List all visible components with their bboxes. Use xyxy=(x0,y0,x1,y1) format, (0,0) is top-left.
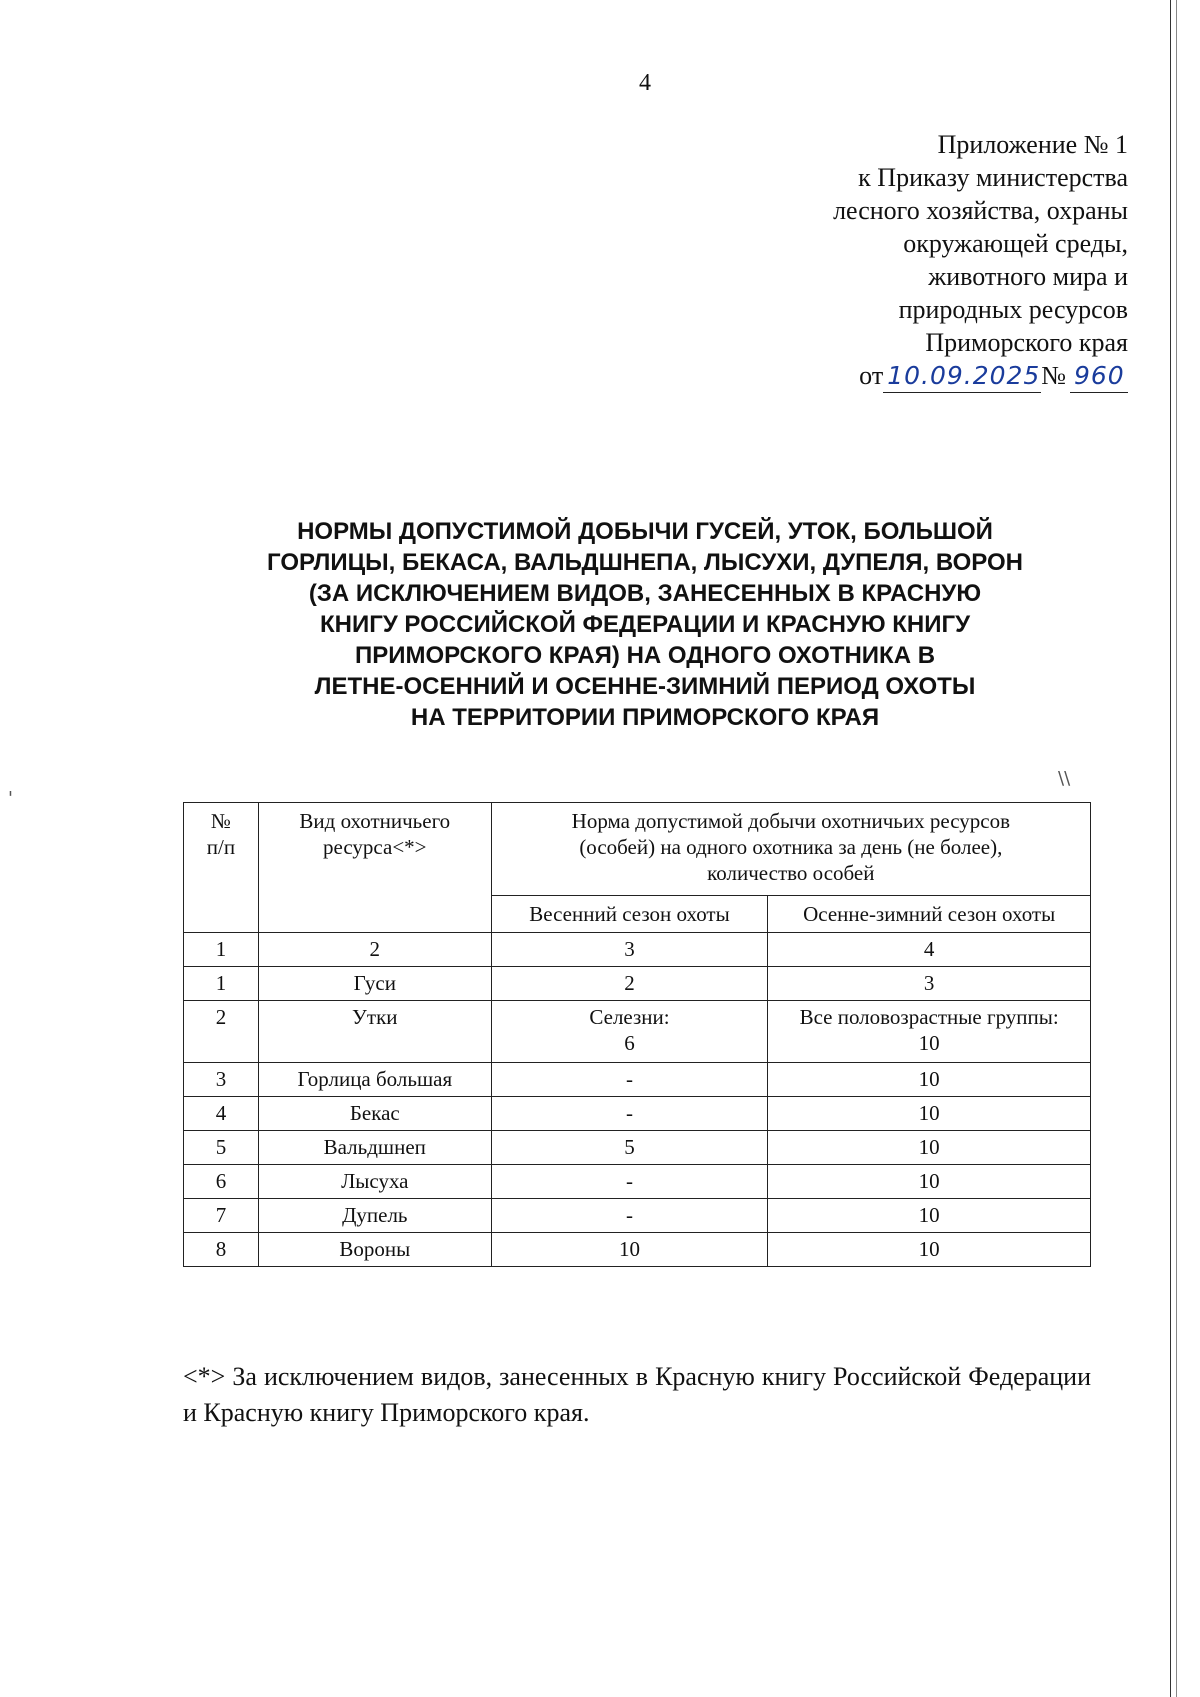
header-autumn-season: Осенне-зимний сезон охоты xyxy=(768,896,1091,933)
column-number-row xyxy=(184,933,1091,967)
row-spring: - xyxy=(491,1097,768,1131)
row-spring: Селезни: 6 xyxy=(491,1001,768,1063)
handwritten-number: 960 xyxy=(1070,359,1128,393)
header-number: № п/п xyxy=(184,803,259,933)
title-line: НОРМЫ ДОПУСТИМОЙ ДОБЫЧИ ГУСЕЙ, УТОК, БОЛЬШОЙ xyxy=(297,518,993,545)
title-line: НА ТЕРРИТОРИИ ПРИМОРСКОГО КРАЯ xyxy=(410,704,880,731)
title-line: КНИГУ РОССИЙСКОЙ ФЕДЕРАЦИИ И КРАСНУЮ КНИГУ xyxy=(319,611,971,638)
row-species: Бекас xyxy=(258,1097,491,1131)
scan-artifact-2: \\ xyxy=(1058,768,1071,789)
row-autumn: 10 xyxy=(768,1199,1091,1233)
order-date-number xyxy=(833,359,1128,393)
row-species: Утки xyxy=(258,1001,491,1063)
row-spring: - xyxy=(491,1165,768,1199)
column-number: 1 xyxy=(184,933,259,967)
row-spring: 5 xyxy=(491,1131,768,1165)
handwritten-date: 10.09.2025 xyxy=(883,359,1041,393)
header-line: Приморского края xyxy=(925,328,1128,357)
row-number: 7 xyxy=(184,1199,259,1233)
row-autumn: 10 xyxy=(768,1165,1091,1199)
appendix-header xyxy=(833,128,1128,393)
title-line: ЛЕТНЕ-ОСЕННИЙ И ОСЕННЕ-ЗИМНИЙ ПЕРИОД ОХОТЫ xyxy=(314,673,976,700)
row-spring: 2 xyxy=(491,967,768,1001)
row-number: 1 xyxy=(184,967,259,1001)
column-number: 4 xyxy=(768,933,1091,967)
row-number: 3 xyxy=(184,1063,259,1097)
header-line: лесного хозяйства, охраны xyxy=(833,196,1128,225)
row-autumn: 10 xyxy=(768,1233,1091,1267)
row-number: 4 xyxy=(184,1097,259,1131)
scan-edge-line xyxy=(1170,0,1171,1697)
title-line: ПРИМОРСКОГО КРАЯ) НА ОДНОГО ОХОТНИКА В xyxy=(354,642,936,669)
row-autumn: 10 xyxy=(768,1131,1091,1165)
row-number: 5 xyxy=(184,1131,259,1165)
row-species: Горлица большая xyxy=(258,1063,491,1097)
row-number: 6 xyxy=(184,1165,259,1199)
document-title xyxy=(185,516,1105,733)
header-line: окружающей среды, xyxy=(903,229,1128,258)
table-row xyxy=(184,1199,1091,1233)
row-autumn: 3 xyxy=(768,967,1091,1001)
table-header-row xyxy=(184,803,1091,896)
table-row xyxy=(184,1165,1091,1199)
row-spring: - xyxy=(491,1199,768,1233)
title-line: (ЗА ИСКЛЮЧЕНИЕМ ВИДОВ, ЗАНЕСЕННЫХ В КРАСНУЮ xyxy=(308,580,982,607)
row-number: 2 xyxy=(184,1001,259,1063)
norms-table xyxy=(183,802,1091,1267)
column-number: 3 xyxy=(491,933,768,967)
header-line: к Приказу министерства xyxy=(858,163,1128,192)
row-species: Вороны xyxy=(258,1233,491,1267)
column-number: 2 xyxy=(258,933,491,967)
row-species: Дупель xyxy=(258,1199,491,1233)
header-line: Приложение № 1 xyxy=(937,130,1128,159)
scan-edge-line-2 xyxy=(1176,0,1177,1697)
row-autumn: 10 xyxy=(768,1097,1091,1131)
title-line: ГОРЛИЦЫ, БЕКАСА, ВАЛЬДШНЕПА, ЛЫСУХИ, ДУПЕЛЯ, ВОРОН xyxy=(267,549,1023,576)
table-row xyxy=(184,967,1091,1001)
row-species: Гуси xyxy=(258,967,491,1001)
row-species: Лысуха xyxy=(258,1165,491,1199)
header-line: животного мира и xyxy=(928,262,1128,291)
row-spring: - xyxy=(491,1063,768,1097)
row-species: Вальдшнеп xyxy=(258,1131,491,1165)
header-species: Вид охотничьего ресурса<*> xyxy=(258,803,491,933)
row-number: 8 xyxy=(184,1233,259,1267)
table-row xyxy=(184,1063,1091,1097)
from-label: от xyxy=(859,361,884,390)
number-label: № xyxy=(1041,361,1066,390)
table-row xyxy=(184,1097,1091,1131)
row-autumn: 10 xyxy=(768,1063,1091,1097)
footnote: <*> За исключением видов, занесенных в Красную книгу Российской Федерации и Красную книгу Приморского края. xyxy=(183,1362,1091,1427)
table-row xyxy=(184,1001,1091,1063)
row-spring: 10 xyxy=(491,1233,768,1267)
table-row xyxy=(184,1131,1091,1165)
header-norm: Норма допустимой добычи охотничьих ресурсов (особей) на одного охотника за день (не более), количество особей xyxy=(491,803,1090,896)
page-number: 4 xyxy=(639,70,651,96)
row-autumn: Все половозрастные группы: 10 xyxy=(768,1001,1091,1063)
table-row xyxy=(184,1233,1091,1267)
scan-artifact: ' xyxy=(8,788,13,809)
header-spring-season: Весенний сезон охоты xyxy=(491,896,768,933)
header-line: природных ресурсов xyxy=(898,295,1128,324)
